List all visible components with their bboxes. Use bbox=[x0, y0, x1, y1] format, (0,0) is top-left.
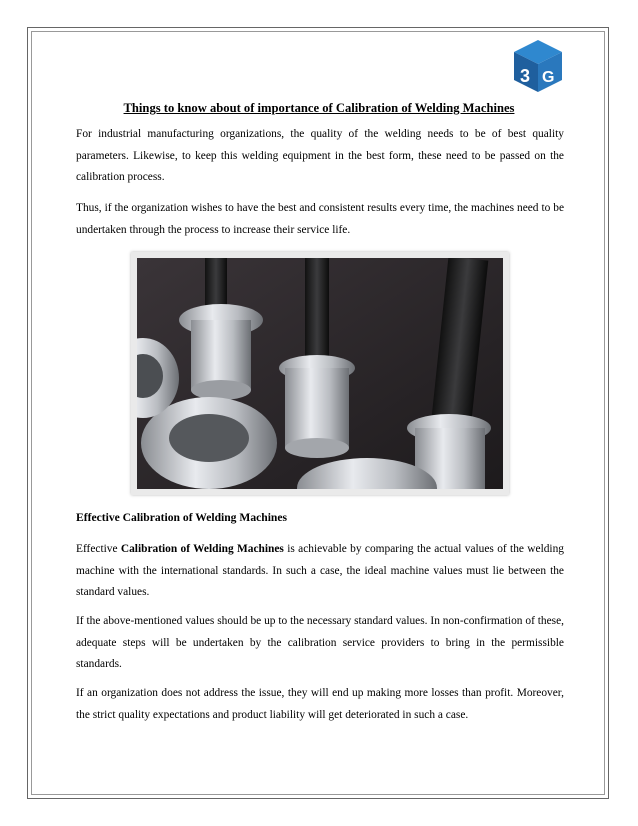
section-paragraph-2: If the above-mentioned values should be up to the necessary standard values. In non-confirmation of these, adequate steps will be undertaken by the calibration service providers to bring in the permissible standards. bbox=[76, 615, 564, 670]
document-title: Things to know about of importance of Calibration of Welding Machines bbox=[123, 101, 515, 115]
svg-text:3: 3 bbox=[520, 66, 531, 86]
company-logo-icon bbox=[512, 38, 564, 94]
section-paragraph-1: Effective Calibration of Welding Machines is achievable by comparing the actual values of the welding machine with the international standards. In such a case, the ideal machine values must lie between the standard values. bbox=[76, 543, 564, 598]
welding-parts-photo bbox=[131, 252, 509, 495]
bold-phrase: Calibration of Welding Machines bbox=[120, 543, 284, 555]
svg-text:G: G bbox=[542, 69, 555, 86]
intro-paragraph-1: For industrial manufacturing organizations, the quality of the welding needs to be of best quality parameters. Likewise, to keep this welding equipment in the best form, these need to be passed on the calibration process. bbox=[76, 128, 564, 183]
intro-paragraph-2: Thus, if the organization wishes to have the best and consistent results every time, the machines need to be undertaken through the process to increase their service life. bbox=[76, 202, 564, 236]
section-paragraph-3: If an organization does not address the issue, they will end up making more losses than profit. Moreover, the strict quality expectations and product liability will get deteriorated in such a case. bbox=[76, 687, 564, 721]
section-heading: Effective Calibration of Welding Machines bbox=[76, 511, 288, 524]
